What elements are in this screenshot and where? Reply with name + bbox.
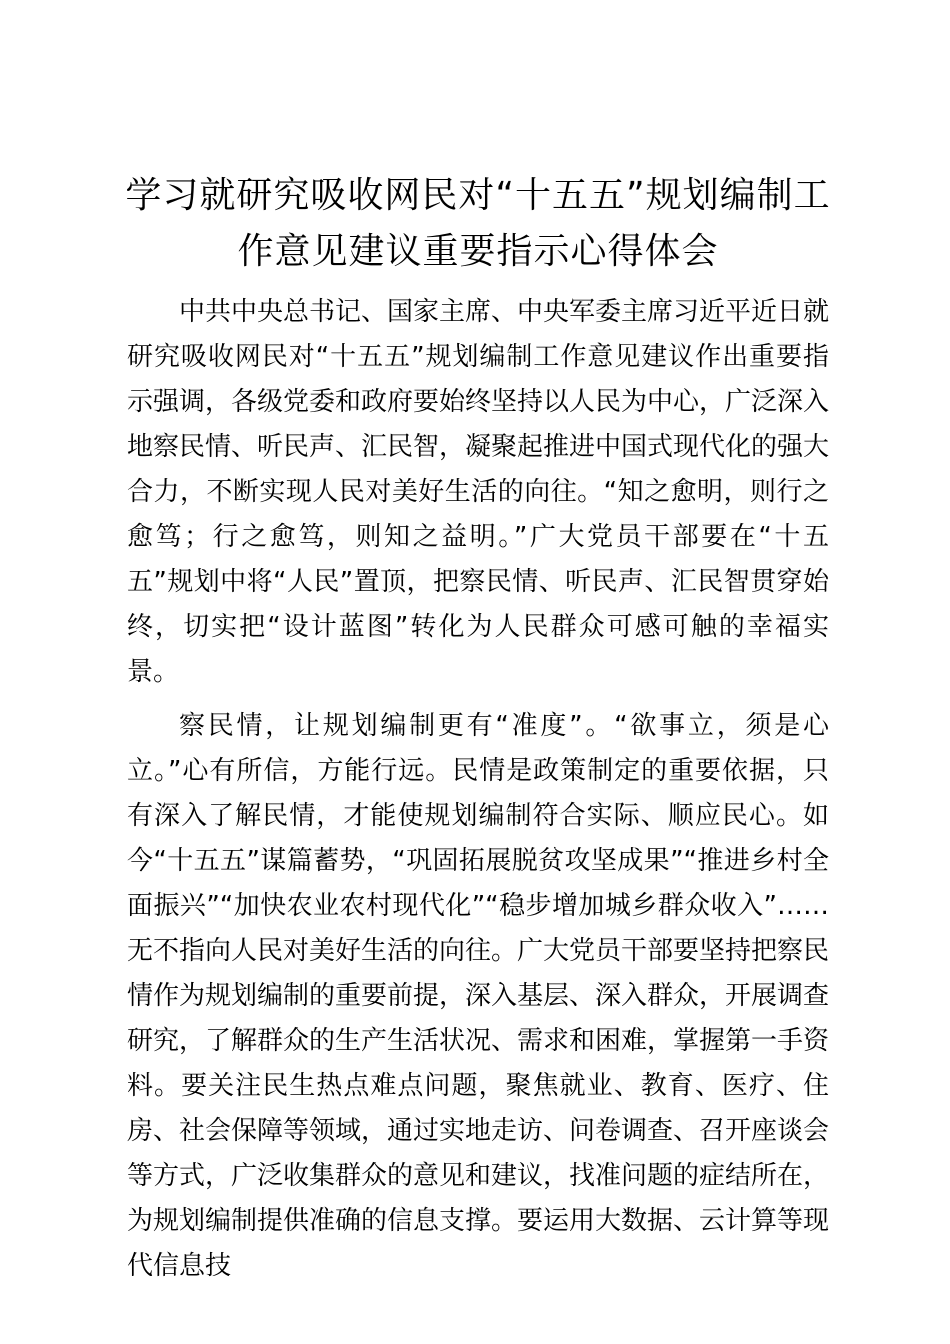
document-body [127, 290, 829, 1289]
document-title: 学习就研究吸收网民对“十五五”规划编制工作意见建议重要指示心得体会 [125, 175, 831, 272]
paragraph-section-1: 察民情，让规划编制更有“准度”。“欲事立，须是心立。”心有所信，方能行远。民情是政策制定的重要依据，只有深入了解民情，才能使规划编制符合实际、顺应民心。如今“十五五”谋篇蓄势，“巩固拓展脱贫攻坚成果”“推进乡村全面振兴”“加快农业农村现代化”“稳步增加城乡群众收入”……无不指向人民对美好生活的向往。广大党员干部要坚持把察民情作为规划编制的重要前提，深入基层、深入群众，开展调查研究，了解群众的生产生活状况、需求和困难，掌握第一手资料。要关注民生热点难点问题，聚焦就业、教育、医疗、住房、社会保障等领域，通过实地走访、问卷调查、召开座谈会等方式，广泛收集群众的意见和建议，找准问题的症结所在，为规划编制提供准确的信息支撑。要运用大数据、云计算等现代信息技 [127, 711, 830, 1281]
paragraph-intro: 中共中央总书记、国家主席、中央军委主席习近平近日就研究吸收网民对“十五五”规划编制工作意见建议作出重要指示强调，各级党委和政府要始终坚持以人民为中心，广泛深入地察民情、听民声、汇民智，凝聚起推进中国式现代化的强大合力，不断实现人民对美好生活的向往。“知之愈明，则行之愈笃；行之愈笃，则知之益明。”广大党员干部要在“十五五”规划中将“人民”置顶，把察民情、听民声、汇民智贯穿始终，切实把“设计蓝图”转化为人民群众可感可触的幸福实景。 [127, 297, 830, 687]
